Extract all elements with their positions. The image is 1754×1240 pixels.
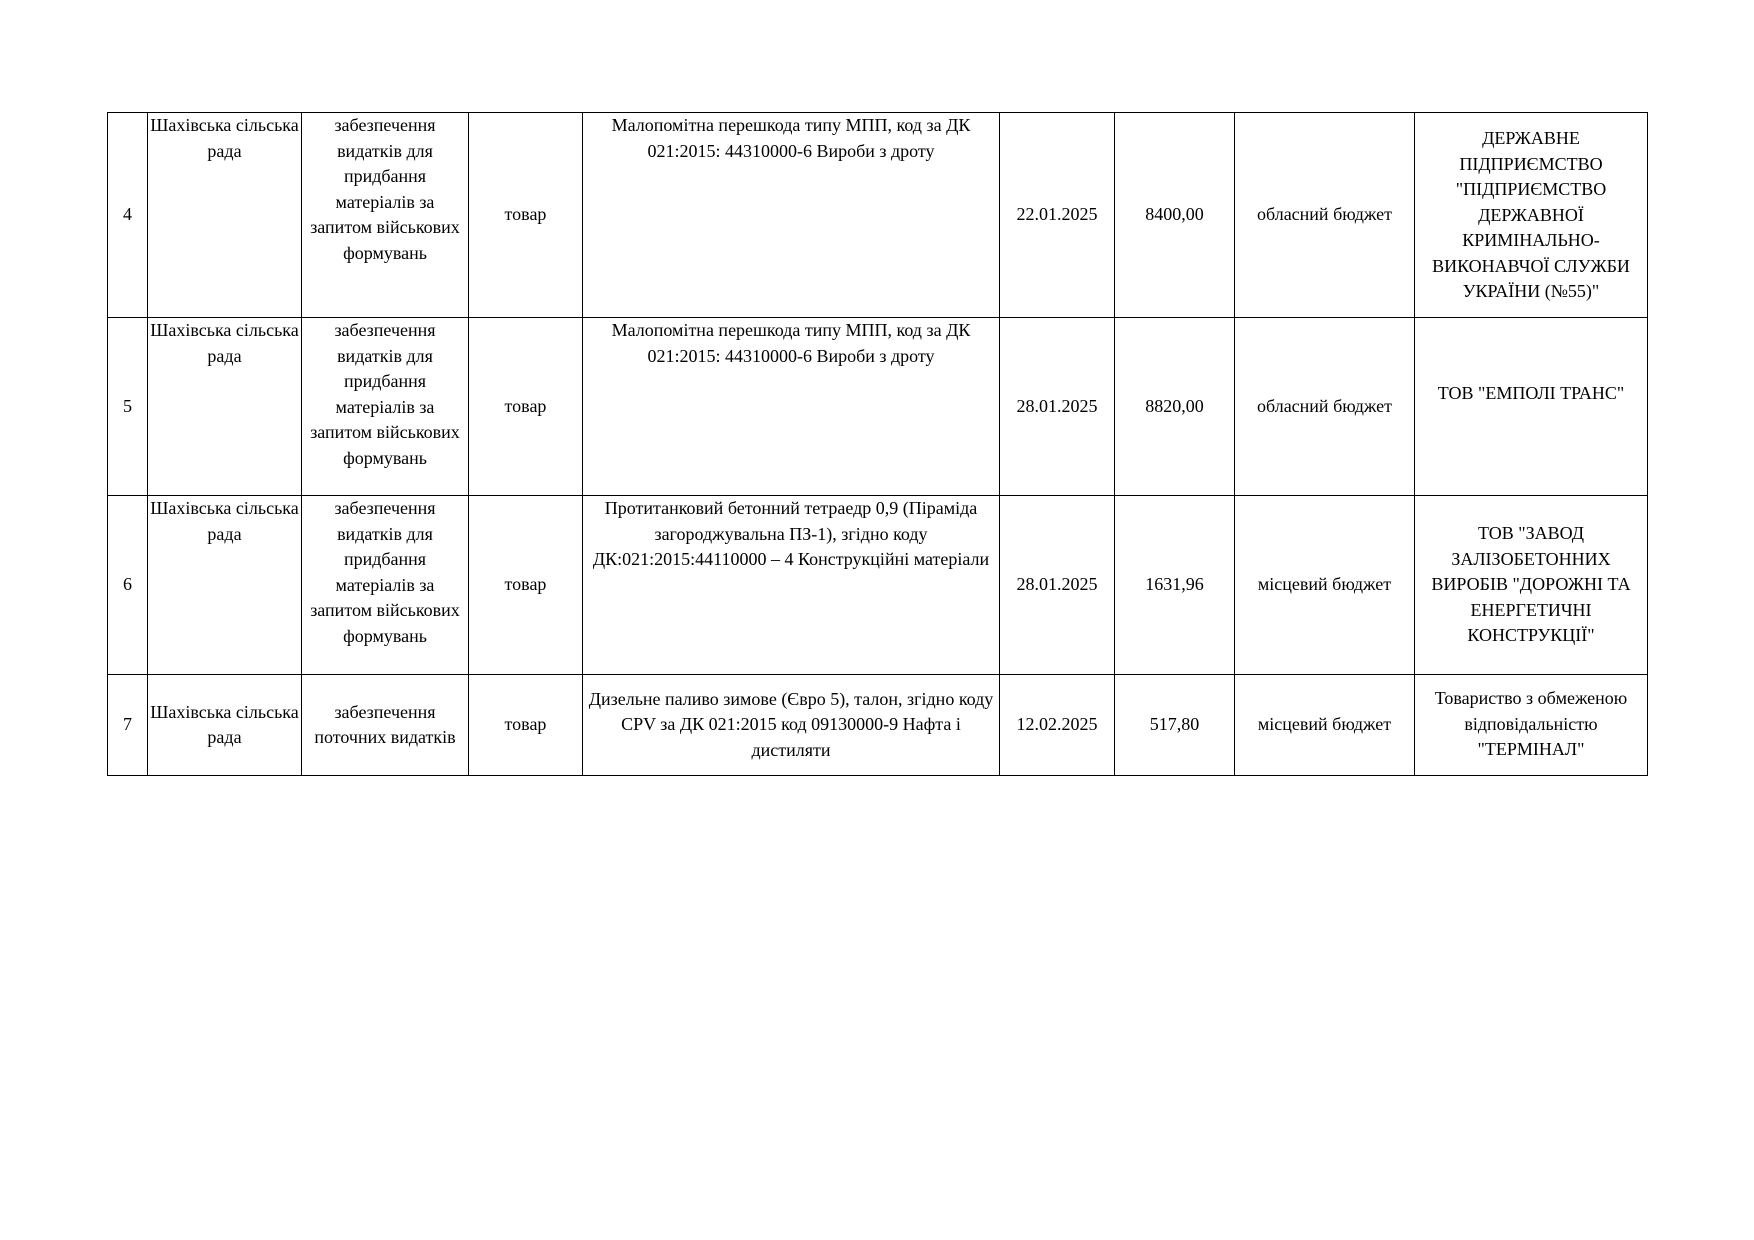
amount-cell: 8400,00	[1115, 113, 1235, 318]
type-cell: товар	[469, 675, 583, 776]
subject-cell: Малопомітна перешкода типу МПП, код за ДК 021:2015: 44310000-6 Вироби з дроту	[583, 318, 1000, 496]
row-number-cell: 7	[108, 675, 148, 776]
type-cell: товар	[469, 318, 583, 496]
amount-cell: 517,80	[1115, 675, 1235, 776]
customer-cell: Шахівська сільська рада	[148, 496, 302, 675]
purpose-cell: забезпечення видатків для придбання матеріалів за запитом військових формувань	[302, 318, 469, 496]
supplier-cell: ДЕРЖАВНЕ ПІДПРИЄМСТВО "ПІДПРИЄМСТВО ДЕРЖАВНОЇ КРИМІНАЛЬНО-ВИКОНАВЧОЇ СЛУЖБИ УКРАЇНИ (№55)"	[1415, 113, 1648, 318]
purpose-cell: забезпечення видатків для придбання матеріалів за запитом військових формувань	[302, 113, 469, 318]
row-number-cell: 5	[108, 318, 148, 496]
funding-cell: обласний бюджет	[1235, 318, 1415, 496]
supplier-cell: ТОВ "ЕМПОЛІ ТРАНС"	[1415, 318, 1648, 496]
subject-cell: Малопомітна перешкода типу МПП, код за ДК 021:2015: 44310000-6 Вироби з дроту	[583, 113, 1000, 318]
table-row	[108, 318, 1648, 496]
table-row	[108, 113, 1648, 318]
amount-cell: 1631,96	[1115, 496, 1235, 675]
supplier-cell: Товариство з обмеженою відповідальністю "ТЕРМІНАЛ"	[1415, 675, 1648, 776]
row-number-cell: 6	[108, 496, 148, 675]
funding-cell: місцевий бюджет	[1235, 675, 1415, 776]
type-cell: товар	[469, 496, 583, 675]
funding-cell: місцевий бюджет	[1235, 496, 1415, 675]
date-cell: 12.02.2025	[1000, 675, 1115, 776]
customer-cell: Шахівська сільська рада	[148, 113, 302, 318]
purpose-cell: забезпечення видатків для придбання матеріалів за запитом військових формувань	[302, 496, 469, 675]
customer-cell: Шахівська сільська рада	[148, 318, 302, 496]
funding-cell: обласний бюджет	[1235, 113, 1415, 318]
date-cell: 28.01.2025	[1000, 496, 1115, 675]
type-cell: товар	[469, 113, 583, 318]
subject-cell: Протитанковий бетонний тетраедр 0,9 (Піраміда загороджувальна ПЗ-1), згідно коду ДК:021:2015:44110000 – 4 Конструкційні матеріали	[583, 496, 1000, 675]
date-cell: 28.01.2025	[1000, 318, 1115, 496]
purpose-cell: забезпечення поточних видатків	[302, 675, 469, 776]
procurement-table	[107, 112, 1648, 776]
supplier-cell: ТОВ "ЗАВОД ЗАЛІЗОБЕТОННИХ ВИРОБІВ "ДОРОЖНІ ТА ЕНЕРГЕТИЧНІ КОНСТРУКЦІЇ"	[1415, 496, 1648, 675]
row-number-cell: 4	[108, 113, 148, 318]
amount-cell: 8820,00	[1115, 318, 1235, 496]
subject-cell: Дизельне паливо зимове (Євро 5), талон, згідно коду CPV за ДК 021:2015 код 09130000-9 Нафта і дистиляти	[583, 675, 1000, 776]
date-cell: 22.01.2025	[1000, 113, 1115, 318]
table-row	[108, 675, 1648, 776]
customer-cell: Шахівська сільська рада	[148, 675, 302, 776]
table-row	[108, 496, 1648, 675]
